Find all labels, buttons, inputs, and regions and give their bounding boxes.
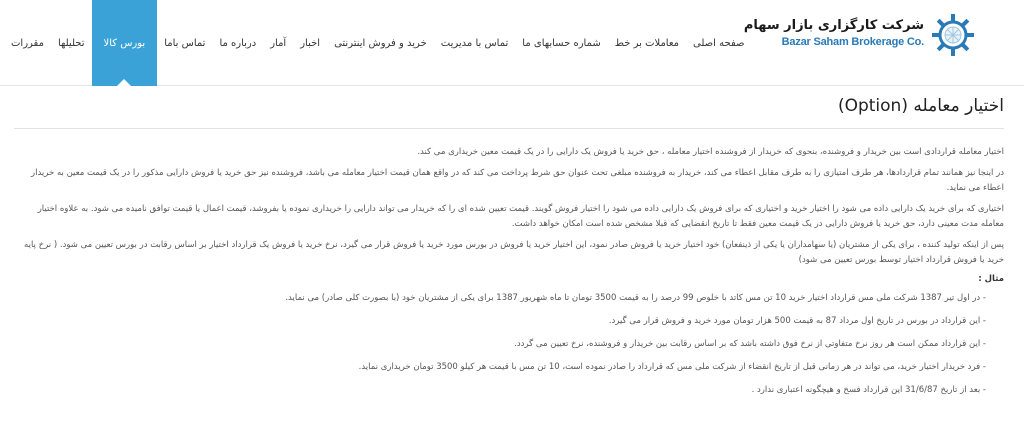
nav-item-contact-us[interactable]: تماس باما — [164, 37, 206, 49]
list-item: - فرد خریدار اختیار خرید، می تواند در هر زمانی قبل از تاریخ انقضاء از شرکت ملی مس که قرارداد را صادر نموده است، 10 تن مس با قیمت هر کیلو 3500 تومان خریداری نماید. — [14, 361, 986, 374]
nav-item-online-trading[interactable]: خرید و فروش اینترنتی — [334, 37, 427, 49]
list-item: - در اول تیر 1387 شرکت ملی مس قرارداد اختیار خرید 10 تن مس کاتد با خلوص 99 درصد را به قیمت 3500 تومان تا ماه شهریور 1387 برای یکی از مشتریان خود (با بصورت کلی صادر) می نماید. — [14, 292, 986, 305]
page-title: اختیار معامله (Option) — [14, 96, 1004, 129]
article-paragraph: در اینجا نیز همانند تمام قراردادها، هر طرف امتیازی را به طرف مقابل اعطاء می کند، خریدار به فروشنده مبلغی تحت عنوان حق شرط پرداخت می کند که در واقع همان قیمت اختیار معامله می باشد، فروشنده نیز حق خرید یا فروش دارایی مذکور را در یک قیمت معین به خریدار اعطاء می نماید. — [31, 168, 1004, 193]
nav-item-commodity-exchange[interactable]: بورس کالا — [92, 0, 158, 86]
example-list — [14, 292, 1004, 397]
logo-text — [744, 10, 924, 48]
site-header — [0, 0, 1024, 86]
nav-item-account-numbers[interactable]: شماره حسابهای ما — [522, 37, 601, 49]
article-paragraph: اختیار معامله قراردادی است بین خریدار و فروشنده، بنحوی که خریدار از فروشنده اختیار معامله ، حق خرید یا فروش یک دارایی را در یک قیمت معین خریداری می کند. — [417, 147, 1004, 157]
nav-item-contact-management[interactable]: تماس با مدیریت — [440, 37, 509, 49]
nav-item-home[interactable]: صفحه اصلی — [693, 37, 745, 49]
brand-name-fa: شرکت کارگزاری بازار سهام — [743, 18, 924, 33]
article — [14, 96, 1004, 407]
nav-item-about-us[interactable]: درباره ما — [219, 37, 257, 49]
gear-logo-icon — [930, 12, 976, 58]
list-item: - این قرارداد در بورس در تاریخ اول مرداد 87 به قیمت 500 هزار تومان مورد خرید و فروش قرار می گیرد. — [14, 315, 986, 328]
nav-item-statistics[interactable]: آمار — [270, 37, 287, 49]
nav-item-regulations[interactable]: مقررات — [11, 37, 44, 49]
article-paragraph: اختیاری که برای خرید یک دارایی داده می شود را اختیار خرید و اختیاری که برای فروش یک دارایی داده می شود را اختیار فروش گویند. قیمت تعیین شده ای را که خریدار می تواند دارایی را خریداری نموده یا بفروشد، قیمت اعمال یا قیمت توافق نامیده می شود. به علاوه اختیار معامله مدت معینی دارد، حق خرید یا فروش دارایی در یک قیمت معین فقط تا تاریخ انقضایی که قبلا مشخص شده است امکان خواهد داشت. — [37, 204, 1004, 229]
main-nav — [4, 0, 752, 86]
nav-item-analyses[interactable]: تحلیلها — [57, 37, 85, 49]
nav-item-news[interactable]: اخبار — [300, 37, 321, 49]
brand-name-en: Bazar Saham Brokerage Co. — [781, 36, 924, 48]
list-item: - این قرارداد ممکن است هر روز نرخ متفاوتی از نرخ فوق داشته باشد که بر اساس رقابت بین خریدار و فروشنده، نرخ تعیین می گردد. — [14, 338, 986, 351]
site-logo[interactable] — [743, 10, 976, 70]
article-paragraph: پس از اینکه تولید کننده ، برای یکی از مشتریان (یا سهامداران یا یکی از ذینفعان) خود اختیار خرید یا فروش صادر نمود، این اختیار خرید یا فروش در بورس مورد خرید یا فروش قرار می گیرد، نرخ خرید یا فروش یک قرارداد اختیار بر اساس رقابت در بورس تعیین می شود. ( نرخ پایه خرید یا فروش قرارداد اختیار توسط بورس تعیین می شود) — [24, 240, 1004, 265]
example-heading: مثال : — [978, 274, 1004, 284]
list-item: - بعد از تاریخ 31/6/87 این قرارداد فسخ و هیچگونه اعتباری ندارد . — [14, 384, 986, 397]
nav-item-online-trades[interactable]: معاملات بر خط — [614, 37, 680, 49]
